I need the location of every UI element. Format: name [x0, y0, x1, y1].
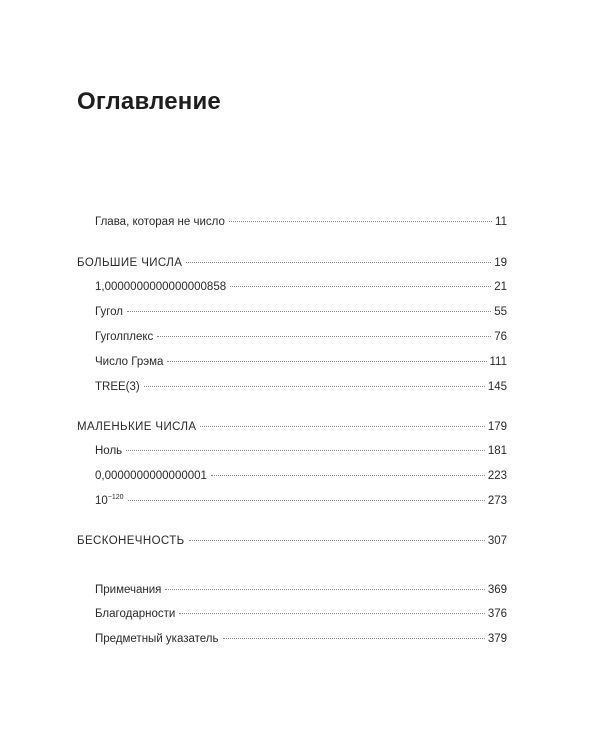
dot-leader — [229, 220, 492, 222]
power-exponent: −120 — [107, 494, 124, 501]
toc-entry-page: 273 — [487, 495, 507, 507]
dot-leader — [126, 449, 485, 451]
dot-leader — [230, 285, 491, 287]
toc-entry-label: TREE(3) — [95, 381, 140, 393]
toc-entry-label: Глава, которая не число — [95, 216, 225, 228]
toc-entry[interactable] — [95, 493, 507, 509]
toc-entry-label: Благодарности — [95, 608, 176, 620]
toc-entry-page: 55 — [494, 306, 507, 318]
toc-entry-page: 11 — [495, 216, 507, 228]
toc-entry-page: 369 — [487, 584, 507, 596]
toc-entry-label: Число Грэма — [95, 356, 164, 368]
toc-section-label: МАЛЕНЬКИЕ ЧИСЛА — [77, 421, 197, 433]
toc-entry-label — [95, 493, 124, 509]
toc-entry[interactable] — [95, 468, 507, 484]
dot-leader — [157, 335, 491, 337]
toc-entry[interactable] — [95, 631, 507, 647]
toc-entry-label: 0,0000000000000001 — [95, 470, 207, 482]
toc-entry[interactable] — [95, 443, 507, 459]
dot-leader — [167, 360, 486, 362]
toc-section-page: 19 — [494, 257, 507, 269]
toc-entry-page: 21 — [494, 281, 507, 293]
toc-entry-page: 223 — [487, 470, 507, 482]
toc-entry-label: Предметный указатель — [95, 633, 219, 645]
toc-section-page: 179 — [487, 421, 507, 433]
toc-entry[interactable] — [95, 304, 507, 320]
toc-section-label: БЕСКОНЕЧНОСТЬ — [77, 535, 185, 547]
dot-leader — [223, 637, 485, 639]
toc-entry[interactable] — [95, 606, 507, 622]
dot-leader — [211, 474, 485, 476]
toc-section[interactable] — [77, 419, 507, 435]
toc-section[interactable] — [77, 533, 507, 549]
dot-leader — [144, 385, 485, 387]
toc-entry[interactable] — [95, 354, 507, 370]
dot-leader — [128, 499, 485, 501]
toc-entry[interactable] — [95, 582, 507, 598]
toc-entry-page: 376 — [487, 608, 507, 620]
toc-section[interactable] — [77, 255, 507, 271]
toc-entry-page: 76 — [494, 331, 507, 343]
toc-entry-page: 379 — [487, 633, 507, 645]
toc-entry-label: Ноль — [95, 445, 123, 457]
toc-entry-label: 1,0000000000000000858 — [95, 281, 227, 293]
toc-section-label: БОЛЬШИЕ ЧИСЛА — [77, 257, 183, 269]
toc-entry-label: Гугол — [95, 306, 124, 318]
dot-leader — [165, 588, 484, 590]
power-base: 10 — [95, 495, 108, 507]
page-title: Оглавление — [77, 88, 221, 115]
dot-leader — [127, 310, 491, 312]
toc-entry[interactable] — [95, 214, 507, 230]
dot-leader — [179, 612, 485, 614]
toc-entry[interactable] — [95, 329, 507, 345]
dot-leader — [200, 425, 484, 427]
toc-entry-label: Примечания — [95, 584, 162, 596]
toc-entry-label: Гуголплекс — [95, 331, 154, 343]
toc-entry-page: 145 — [487, 381, 507, 393]
toc-entry-page: 111 — [489, 356, 507, 368]
dot-leader — [189, 539, 485, 541]
toc-entry-page: 181 — [487, 445, 507, 457]
toc-section-page: 307 — [487, 535, 507, 547]
dot-leader — [186, 261, 491, 263]
toc-entry[interactable] — [95, 279, 507, 295]
toc-entry[interactable] — [95, 379, 507, 395]
